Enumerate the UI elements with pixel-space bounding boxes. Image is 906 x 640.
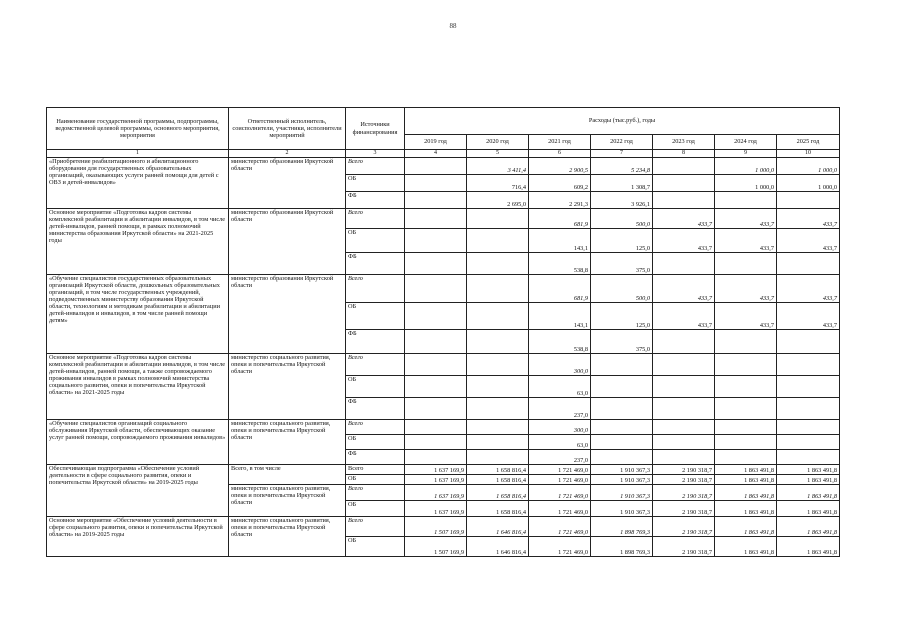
col-number: 8 <box>653 150 715 158</box>
value-cell: 1 646 816,4 <box>467 517 529 537</box>
source-cell: ОБ <box>346 537 405 557</box>
table-row <box>47 275 840 303</box>
value-cell <box>467 450 529 465</box>
value-cell <box>777 420 840 435</box>
value-cell <box>653 253 715 275</box>
source-cell: ОБ <box>346 303 405 330</box>
value-cell <box>405 275 467 303</box>
value-cell: 433,7 <box>777 229 840 253</box>
value-cell: 1 863 491,8 <box>777 537 840 557</box>
source-cell: ФБ <box>346 330 405 354</box>
source-cell: Всего <box>346 517 405 537</box>
value-cell <box>591 398 653 420</box>
row-executor: министерство образования Иркутской области <box>229 275 346 354</box>
value-cell: 1 898 769,3 <box>591 537 653 557</box>
header-source: Источники финансирования <box>346 108 405 150</box>
value-cell: 1 863 491,8 <box>715 537 777 557</box>
col-number: 2 <box>229 150 346 158</box>
row-executor: министерство социального развития, опеки и попечительства Иркутской области <box>229 517 346 557</box>
row-executor: министерство образования Иркутской области <box>229 158 346 209</box>
value-cell: 2 695,0 <box>467 192 529 209</box>
value-cell <box>405 175 467 192</box>
value-cell <box>591 450 653 465</box>
row-name: Основное мероприятие «Обеспечение условий деятельности в сфере социального развития, опеки и попечительства Иркутской области» на 2019-2025 годы <box>47 517 229 557</box>
value-cell <box>777 253 840 275</box>
value-cell: 433,7 <box>777 209 840 229</box>
value-cell: 681,9 <box>529 275 591 303</box>
source-cell: ФБ <box>346 192 405 209</box>
value-cell <box>777 435 840 450</box>
value-cell: 1 646 816,4 <box>467 537 529 557</box>
value-cell: 1 000,0 <box>777 158 840 175</box>
source-cell: Всего <box>346 485 405 501</box>
value-cell: 237,0 <box>529 450 591 465</box>
col-number: 4 <box>405 150 467 158</box>
value-cell: 1 910 367,3 <box>591 475 653 485</box>
value-cell <box>715 192 777 209</box>
row-executor: министерство социального развития, опеки и попечительства Иркутской области <box>229 420 346 465</box>
value-cell <box>405 192 467 209</box>
value-cell: 716,4 <box>467 175 529 192</box>
value-cell <box>467 354 529 376</box>
source-cell: Всего <box>346 158 405 175</box>
value-cell <box>715 435 777 450</box>
value-cell <box>591 354 653 376</box>
value-cell: 2 190 318,7 <box>653 475 715 485</box>
value-cell: 1 863 491,8 <box>777 475 840 485</box>
source-cell: ОБ <box>346 501 405 517</box>
table-row <box>47 465 840 475</box>
value-cell: 2 190 318,7 <box>653 537 715 557</box>
value-cell: 1 308,7 <box>591 175 653 192</box>
value-cell <box>405 330 467 354</box>
row-name: Обеспечивающая подпрограмма «Обеспечение условий деятельности в сфере социального развития, опеки и попечительства Иркутской области» на 2019-2025 годы <box>47 465 229 517</box>
value-cell: 1 898 769,3 <box>591 517 653 537</box>
row-name: «Обучение специалистов организаций социального обслуживания Иркутской области, обеспечивающих оказание услуг ранней помощи, сопровождаемого проживания инвалидов» <box>47 420 229 465</box>
value-cell <box>715 450 777 465</box>
source-cell: ОБ <box>346 376 405 398</box>
row-name: Основное мероприятие «Подготовка кадров системы комплексной реабилитации и абилитации инвалидов, в том числе детей-инвалидов, ранней помощи, а также сопровождаемого проживания инвалидов в рамках полномочий министерства социального развития, опеки и попечительства Иркутской области» на 2021-2025 годы <box>47 354 229 420</box>
value-cell: 1 637 169,9 <box>405 501 467 517</box>
value-cell: 1 637 169,9 <box>405 485 467 501</box>
header-name: Наименование государственной программы, подпрограммы, ведомственной целевой программы, основного мероприятия, мероприятия <box>47 108 229 150</box>
value-cell <box>405 398 467 420</box>
value-cell <box>467 275 529 303</box>
value-cell <box>715 398 777 420</box>
value-cell <box>715 330 777 354</box>
value-cell: 2 291,3 <box>529 192 591 209</box>
header-expenses: Расходы (тыс.руб.), годы <box>405 108 840 135</box>
source-cell: Всего <box>346 275 405 303</box>
value-cell <box>405 303 467 330</box>
value-cell <box>653 175 715 192</box>
value-cell: 1 910 367,3 <box>591 501 653 517</box>
value-cell: 538,8 <box>529 330 591 354</box>
row-executor: министерство образования Иркутской области <box>229 209 346 275</box>
value-cell: 143,1 <box>529 303 591 330</box>
value-cell: 1 910 367,3 <box>591 465 653 475</box>
table-row <box>47 354 840 376</box>
value-cell <box>715 354 777 376</box>
value-cell: 125,0 <box>591 303 653 330</box>
header-executor: Ответственный исполнитель, соисполнители, участники, исполнители мероприятий <box>229 108 346 150</box>
source-cell: ФБ <box>346 253 405 275</box>
value-cell: 2 190 318,7 <box>653 501 715 517</box>
value-cell <box>405 435 467 450</box>
value-cell: 433,7 <box>777 275 840 303</box>
value-cell: 300,0 <box>529 354 591 376</box>
value-cell: 1 721 469,0 <box>529 485 591 501</box>
value-cell: 2 190 318,7 <box>653 517 715 537</box>
year-2024: 2024 год <box>715 135 777 150</box>
value-cell <box>653 450 715 465</box>
value-cell: 1 658 816,4 <box>467 465 529 475</box>
source-cell: Всего <box>346 465 405 475</box>
value-cell: 433,7 <box>715 209 777 229</box>
value-cell: 1 000,0 <box>715 175 777 192</box>
value-cell <box>777 376 840 398</box>
value-cell: 63,0 <box>529 435 591 450</box>
value-cell <box>653 420 715 435</box>
value-cell <box>591 420 653 435</box>
value-cell: 1 721 469,0 <box>529 475 591 485</box>
table-row <box>47 158 840 175</box>
value-cell <box>467 209 529 229</box>
value-cell: 300,0 <box>529 420 591 435</box>
value-cell <box>653 435 715 450</box>
value-cell <box>467 376 529 398</box>
table-row <box>47 209 840 229</box>
value-cell: 433,7 <box>653 209 715 229</box>
col-number: 9 <box>715 150 777 158</box>
value-cell: 1 721 469,0 <box>529 537 591 557</box>
value-cell <box>715 376 777 398</box>
source-cell: ФБ <box>346 450 405 465</box>
value-cell <box>715 420 777 435</box>
value-cell: 1 863 491,8 <box>777 485 840 501</box>
col-number: 6 <box>529 150 591 158</box>
value-cell: 1 721 469,0 <box>529 517 591 537</box>
value-cell: 1 863 491,8 <box>715 517 777 537</box>
value-cell: 3 926,1 <box>591 192 653 209</box>
row-total-label: Всего, в том числе <box>229 465 346 485</box>
value-cell <box>467 398 529 420</box>
column-numbers-row <box>47 150 840 158</box>
value-cell: 237,0 <box>529 398 591 420</box>
value-cell: 2 190 318,7 <box>653 465 715 475</box>
value-cell: 143,1 <box>529 229 591 253</box>
value-cell <box>405 376 467 398</box>
value-cell <box>467 229 529 253</box>
value-cell: 1 721 469,0 <box>529 501 591 517</box>
value-cell: 433,7 <box>715 275 777 303</box>
value-cell: 1 000,0 <box>715 158 777 175</box>
value-cell: 375,0 <box>591 330 653 354</box>
source-cell: Всего <box>346 209 405 229</box>
value-cell <box>467 303 529 330</box>
value-cell <box>777 450 840 465</box>
year-2023: 2023 год <box>653 135 715 150</box>
value-cell <box>777 192 840 209</box>
value-cell: 5 234,8 <box>591 158 653 175</box>
page-number: 88 <box>449 22 457 30</box>
col-number: 10 <box>777 150 840 158</box>
value-cell <box>467 253 529 275</box>
source-cell: ОБ <box>346 435 405 450</box>
value-cell <box>777 398 840 420</box>
value-cell: 1 658 816,4 <box>467 501 529 517</box>
value-cell: 63,0 <box>529 376 591 398</box>
source-cell: ОБ <box>346 175 405 192</box>
value-cell <box>467 330 529 354</box>
value-cell: 3 411,4 <box>467 158 529 175</box>
value-cell <box>405 158 467 175</box>
source-cell: Всего <box>346 420 405 435</box>
table-row <box>47 517 840 537</box>
value-cell: 1 863 491,8 <box>715 465 777 475</box>
budget-table <box>46 107 840 557</box>
year-2021: 2021 год <box>529 135 591 150</box>
value-cell: 1 910 367,3 <box>591 485 653 501</box>
year-2020: 2020 год <box>467 135 529 150</box>
value-cell <box>591 376 653 398</box>
value-cell: 1 863 491,8 <box>715 501 777 517</box>
value-cell: 433,7 <box>653 229 715 253</box>
value-cell: 433,7 <box>653 275 715 303</box>
value-cell: 433,7 <box>715 229 777 253</box>
year-2025: 2025 год <box>777 135 840 150</box>
source-cell: ОБ <box>346 229 405 253</box>
value-cell <box>405 354 467 376</box>
col-number: 5 <box>467 150 529 158</box>
value-cell <box>467 420 529 435</box>
value-cell: 2 900,5 <box>529 158 591 175</box>
col-number: 7 <box>591 150 653 158</box>
value-cell: 1 721 469,0 <box>529 465 591 475</box>
value-cell: 1 507 169,9 <box>405 537 467 557</box>
row-executor: министерство социального развития, опеки и попечительства Иркутской области <box>229 485 346 517</box>
value-cell: 609,2 <box>529 175 591 192</box>
col-number: 3 <box>346 150 405 158</box>
value-cell <box>405 420 467 435</box>
value-cell <box>777 330 840 354</box>
year-2019: 2019 год <box>405 135 467 150</box>
value-cell: 1 637 169,9 <box>405 475 467 485</box>
value-cell: 538,8 <box>529 253 591 275</box>
source-cell: ФБ <box>346 398 405 420</box>
source-cell: ОБ <box>346 475 405 485</box>
value-cell: 1 863 491,8 <box>715 475 777 485</box>
value-cell <box>405 450 467 465</box>
value-cell <box>591 435 653 450</box>
value-cell <box>653 354 715 376</box>
value-cell: 375,0 <box>591 253 653 275</box>
value-cell: 681,9 <box>529 209 591 229</box>
row-name: «Приобретение реабилитационного и абилитационного оборудования для государственных образовательных организаций, оказывающих услуги ранней помощи для детей с ОВЗ и детей-инвалидов» <box>47 158 229 209</box>
row-name: «Обучение специалистов государственных образовательных организаций Иркутской области, дошкольных образовательных организаций, в том числе государственных учреждений, подведомственных министерству образования Иркутской области, технологиям и методикам реабилитации и абилитации детей-инвалидов и инвалидов, в том числе ранней помощи детям» <box>47 275 229 354</box>
value-cell <box>653 192 715 209</box>
value-cell: 1 863 491,8 <box>777 501 840 517</box>
value-cell: 1 863 491,8 <box>777 517 840 537</box>
value-cell <box>653 330 715 354</box>
value-cell: 1 507 169,9 <box>405 517 467 537</box>
value-cell: 1 863 491,8 <box>715 485 777 501</box>
value-cell: 1 637 169,9 <box>405 465 467 475</box>
value-cell <box>777 354 840 376</box>
value-cell: 433,7 <box>715 303 777 330</box>
row-executor: министерство социального развития, опеки и попечительства Иркутской области <box>229 354 346 420</box>
value-cell <box>653 398 715 420</box>
value-cell: 1 658 816,4 <box>467 475 529 485</box>
value-cell: 2 190 318,7 <box>653 485 715 501</box>
value-cell <box>405 209 467 229</box>
value-cell: 1 863 491,8 <box>777 465 840 475</box>
value-cell: 1 658 816,4 <box>467 485 529 501</box>
value-cell: 125,0 <box>591 229 653 253</box>
col-number: 1 <box>47 150 229 158</box>
source-cell: Всего <box>346 354 405 376</box>
value-cell: 433,7 <box>653 303 715 330</box>
row-name: Основное мероприятие «Подготовка кадров системы комплексной реабилитации и абилитации инвалидов, в том числе детей-инвалидов, ранней помощи, в рамках полномочий министерства образования Иркутской области» на 2021-2025 годы <box>47 209 229 275</box>
value-cell <box>653 376 715 398</box>
value-cell <box>715 253 777 275</box>
year-2022: 2022 год <box>591 135 653 150</box>
value-cell: 433,7 <box>777 303 840 330</box>
value-cell <box>405 229 467 253</box>
value-cell <box>405 253 467 275</box>
value-cell: 1 000,0 <box>777 175 840 192</box>
table-row <box>47 420 840 435</box>
value-cell <box>467 435 529 450</box>
value-cell <box>653 158 715 175</box>
value-cell: 500,0 <box>591 275 653 303</box>
value-cell: 500,0 <box>591 209 653 229</box>
